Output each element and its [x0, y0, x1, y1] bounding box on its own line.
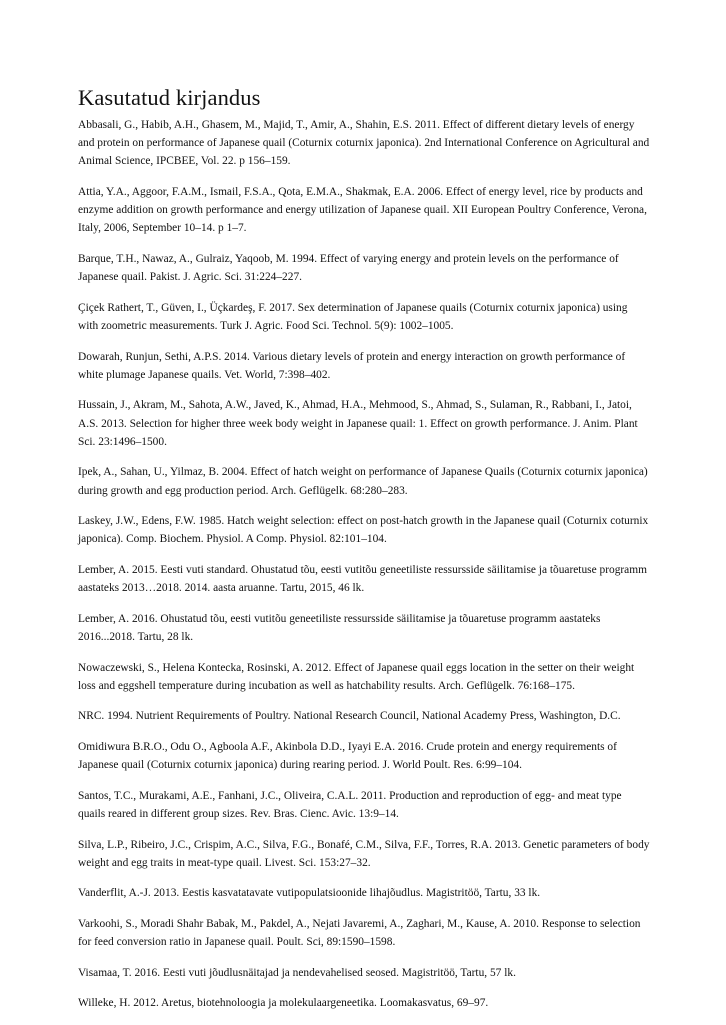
- document-page: [78, 84, 650, 1025]
- reference-item: NRC. 1994. Nutrient Requirements of Poultry. National Research Council, National Academy Press, Washington, D.C.: [78, 710, 621, 723]
- reference-item: Lember, A. 2015. Eesti vuti standard. Ohustatud tõu, eesti vutitõu geneetiliste ressursside säilitamise ja tõuaretuse programm aastateks 2013…2018. 2014. aasta aruanne. Tartu, 2015, 46 lk.: [78, 563, 647, 595]
- reference-item: Hussain, J., Akram, M., Sahota, A.W., Javed, K., Ahmad, H.A., Mehmood, S., Ahmad, S., Sulaman, R., Rabbani, I., Jatoi, A.S. 2013. Selection for higher three week body weight in Japanese quail: 1. Effect on growth performance. J. Anim. Plant Sci. 23:1496–1500.: [78, 399, 638, 448]
- reference-item: Nowaczewski, S., Helena Kontecka, Rosinski, A. 2012. Effect of Japanese quail eggs location in the setter on their weight loss and eggshell temperature during incubation as well as hatchability results. Arch. Geflügelk. 76:168–175.: [78, 661, 635, 692]
- reference-item: Attia, Y.A., Aggoor, F.A.M., Ismail, F.S.A., Qota, E.M.A., Shakmak, E.A. 2006. Effect of energy level, rice by products and enzyme addition on growth performance and energy utilization of Japanese quail. XII European Poultry Conference, Verona, Italy, 2006, September 10–14. p 1–7.: [78, 186, 647, 235]
- reference-item: Ipek, A., Sahan, U., Yilmaz, B. 2004. Effect of hatch weight on performance of Japanese Quails (Coturnix coturnix japonica) during growth and egg production period. Arch. Geflügelk. 68:280–283.: [78, 466, 648, 497]
- reference-item: Abbasali, G., Habib, A.H., Ghasem, M., Majid, T., Amir, A., Shahin, E.S. 2011. Effect of different dietary levels of energy and protein on performance of Japanese quail (Coturnix coturnix japonica). 2nd International Conference on Agricultural and Animal Science, IPCBEE, Vol. 22. p 156–159.: [78, 119, 650, 168]
- reference-item: Laskey, J.W., Edens, F.W. 1985. Hatch weight selection: effect on post-hatch growth in the Japanese quail (Coturnix coturnix japonica). Comp. Biochem. Physiol. A Comp. Physiol. 82:101–104.: [78, 515, 649, 546]
- reference-item: Barque, T.H., Nawaz, A., Gulraiz, Yaqoob, M. 1994. Effect of varying energy and protein levels on the performance of Japanese quail. Pakist. J. Agric. Sci. 31:224–227.: [78, 253, 619, 284]
- reference-item: Visamaa, T. 2016. Eesti vuti jõudlusnäitajad ja nendevahelised seosed. Magistritöö, Tartu, 57 lk.: [78, 966, 516, 979]
- reference-item: Dowarah, Runjun, Sethi, A.P.S. 2014. Various dietary levels of protein and energy interaction on growth performance of white plumage Japanese quails. Vet. World, 7:398–402.: [78, 350, 626, 381]
- reference-item: Santos, T.C., Murakami, A.E., Fanhani, J.C., Oliveira, C.A.L. 2011. Production and reproduction of egg- and meat type quails reared in different group sizes. Rev. Bras. Cienc. Avic. 13:9–14.: [78, 789, 622, 820]
- reference-item: Willeke, H. 2012. Aretus, biotehnoloogia ja molekulaargeneetika. Loomakasvatus, 69–97.: [78, 997, 489, 1010]
- reference-item: Silva, L.P., Ribeiro, J.C., Crispim, A.C., Silva, F.G., Bonafé, C.M., Silva, F.F., Torres, R.A. 2013. Genetic parameters of body weight and egg traits in meat-type quail. Livest. Sci. 153:27–32.: [78, 838, 650, 869]
- reference-item: Varkoohi, S., Moradi Shahr Babak, M., Pakdel, A., Nejati Javaremi, A., Zaghari, M., Kause, A. 2010. Response to selection for feed conversion ratio in Japanese quail. Poult. Sci, 89:1590–1598.: [78, 917, 641, 949]
- reference-item: Çiçek Rathert, T., Güven, I., Üçkardeş, F. 2017. Sex determination of Japanese quails (Coturnix coturnix japonica) using with zoometric measurements. Turk J. Agric. Food Sci. Technol. 5(9): 1002–1005.: [78, 301, 628, 332]
- reference-item: Lember, A. 2016. Ohustatud tõu, eesti vutitõu geneetiliste ressursside säilitamise ja tõuaretuse programm aastateks 2016...2018. Tartu, 28 lk.: [78, 612, 601, 643]
- page-title: Kasutatud kirjandus: [78, 85, 261, 110]
- reference-item: Vanderflit, A.-J. 2013. Eestis kasvatatavate vutipopulatsioonide lihajõudlus. Magistritöö, Tartu, 33 lk.: [78, 887, 541, 900]
- reference-list: [78, 116, 650, 1013]
- reference-item: Omidiwura B.R.O., Odu O., Agboola A.F., Akinbola D.D., Iyayi E.A. 2016. Crude protein and energy requirements of Japanese quail (Coturnix coturnix japonica) during rearing period. J. World Poult. Res. 6:99–104.: [78, 740, 617, 772]
